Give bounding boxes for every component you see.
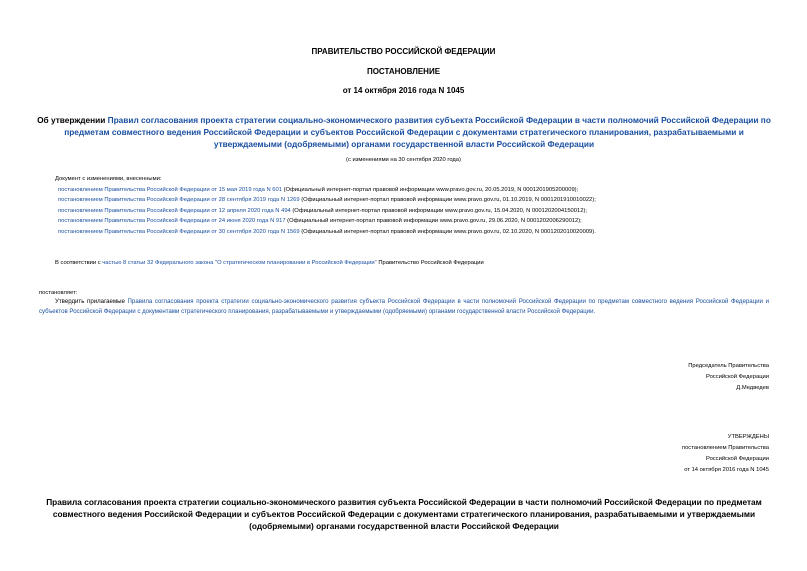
- title-prefix: Об утверждении: [37, 115, 108, 125]
- amendment-item: [55, 206, 795, 217]
- amendment-link[interactable]: постановлением Правительства Российской Федерации от 28 сентября 2019 года N 1269: [58, 197, 300, 203]
- signature-block: [560, 361, 769, 394]
- amendments-block: [55, 174, 795, 237]
- amendment-link[interactable]: постановлением Правительства Российской Федерации от 30 сентября 2020 года N 1569: [58, 228, 300, 235]
- government-heading: ПРАВИТЕЛЬСТВО РОССИЙСКОЙ ФЕДЕРАЦИИ: [311, 47, 496, 56]
- amendment-source: (Официальный интернет-портал правовой информации www.pravo.gov.ru, 02.10.2020, N 0001202010020009).: [299, 228, 596, 235]
- document-type: ПОСТАНОВЛЕНИЕ: [366, 67, 441, 76]
- amendment-source: (Официальный интернет-портал правовой информации www.pravo.gov.ru, 15.04.2020, N 0001202004150012);: [290, 207, 587, 214]
- document-title: [34, 114, 774, 150]
- title-rules-link[interactable]: Правил согласования проекта стратегии социально-экономического развития субъекта Российской Федерации в части полномочий Российской Федерации по предметам совместного ведения Российской Федерации и субъектов Российской Федерации с документами стратегического планирования, разрабатываемыми и утверждаемыми (одобряемыми) органами государственной власти Российской Федерации: [64, 115, 771, 149]
- legal-basis: [55, 258, 775, 269]
- signature-country: Российской Федерации: [705, 374, 769, 380]
- federal-law-link[interactable]: частью 8 статьи 32 Федерального закона "О стратегическом планировании в Российской Федерации": [102, 260, 377, 266]
- approved-country: Российской Федерации: [705, 456, 769, 462]
- amendment-item: [55, 185, 795, 196]
- approved-heading: УТВЕРЖДЕНЫ: [727, 434, 769, 440]
- decision-prefix: Утвердить прилагаемые: [55, 298, 128, 305]
- revision-note: (с изменениями на 30 сентября 2020 года): [346, 157, 461, 163]
- amendment-link[interactable]: постановлением Правительства Российской Федерации от 12 апреля 2020 года N 494: [58, 207, 291, 214]
- rules-title: Правила согласования проекта стратегии социально-экономического развития субъекта Российской Федерации в части полномочий Российской Федерации по предметам совместного ведения Российской Федерации и субъектов Российской Федерации с документами стратегического планирования, разрабатываемыми и утверждаемыми (одобряемыми) органами государственной власти Российской Федерации: [46, 497, 762, 531]
- basis-prefix: В соответствии с: [55, 260, 103, 266]
- amendment-link[interactable]: постановлением Правительства Российской Федерации от 15 мая 2019 года N 601: [58, 186, 282, 193]
- approved-by: постановлением Правительства: [681, 445, 769, 451]
- signature-position: Председатель Правительства: [688, 363, 769, 369]
- amendment-link[interactable]: постановлением Правительства Российской Федерации от 24 июня 2020 года N 917: [58, 218, 286, 224]
- resolves-label: постановляет:: [39, 290, 78, 296]
- amendment-source: (Официальный интернет-портал правовой информации www.pravo.gov.ru, 20.05.2019, N 0001201905200009);: [281, 186, 579, 193]
- document-date: от 14 октября 2016 года N 1045: [342, 86, 465, 95]
- basis-suffix: Правительство Российской Федерации: [376, 260, 484, 266]
- amendment-source: (Официальный интернет-портал правовой информации www.pravo.gov.ru, 29.06.2020, N 0001202006290012);: [285, 218, 582, 224]
- signature-name: Д.Медведев: [736, 385, 769, 391]
- amendments-intro: Документ с изменениями, внесенными:: [55, 176, 162, 182]
- amendment-item: [55, 216, 795, 227]
- amendment-source: (Официальный интернет-портал правовой информации www.pravo.gov.ru, 01.10.2019, N 0001201910010022);: [299, 197, 596, 203]
- amendment-item: [55, 227, 795, 238]
- approved-rules-link[interactable]: Правила согласования проекта стратегии социально-экономического развития субъекта Российской Федерации в части полномочий Российской Федерации по предметам совместного ведения Российской Федерации и субъектов Российской Федерации с документами стратегического планирования, разрабатываемыми и утверждаемыми (одобряемыми) органами государственной власти Российской Федерации.: [39, 298, 769, 315]
- decision-paragraph: [39, 297, 769, 316]
- approval-stamp: [560, 432, 769, 476]
- approved-date: от 14 октября 2016 года N 1045: [684, 467, 769, 473]
- amendment-item: [55, 195, 795, 206]
